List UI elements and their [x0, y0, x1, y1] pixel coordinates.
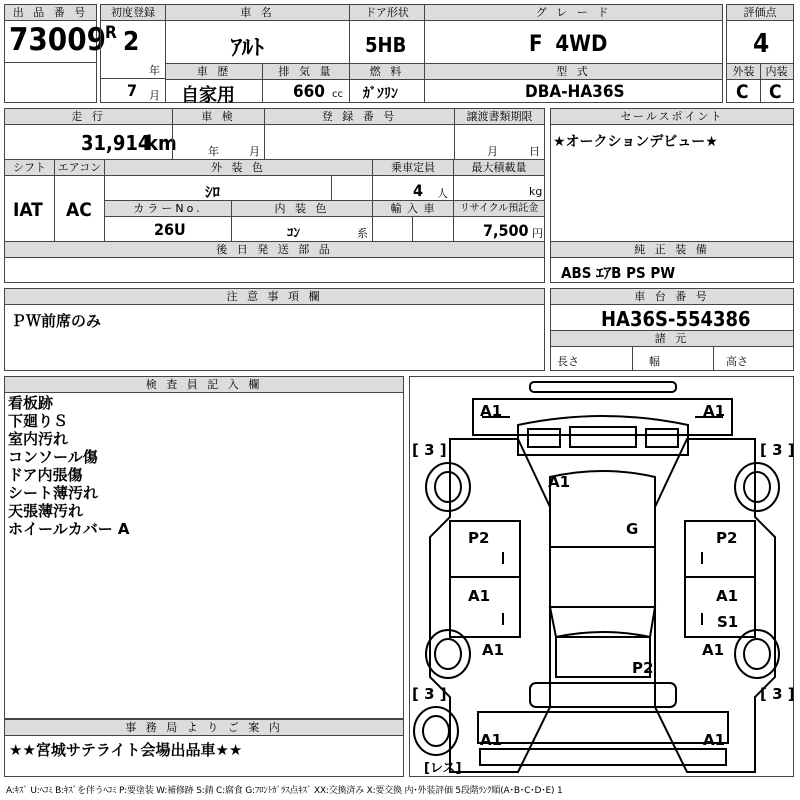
color-no-label: カラーNo.	[105, 201, 231, 217]
damage-roof: G	[626, 520, 639, 538]
damage-rear-hatch: P2	[632, 659, 654, 677]
lot-number-label: 出 品 番 号	[5, 5, 96, 21]
chassis-box	[550, 288, 794, 371]
car-name: ｱﾙﾄ	[231, 36, 265, 61]
first-reg-label: 初度登録	[101, 5, 165, 21]
damage-left-rear-door: A1	[468, 587, 491, 605]
chassis-label: 車 台 番 号	[551, 289, 793, 305]
score: 4	[753, 29, 770, 59]
reg-no-label: 登 録 番 号	[265, 109, 454, 125]
car-diagram-svg	[410, 377, 795, 778]
load-unit: kg	[529, 185, 543, 198]
reg-year-unit: 年	[149, 64, 160, 77]
later-parts-label: 後 日 発 送 部 品	[5, 242, 544, 258]
interior-grade: C	[769, 81, 782, 103]
equipment: ABS ｴｱB PS PW	[561, 264, 676, 282]
grade-label: グ レ ー ド	[425, 5, 722, 21]
car-diagram	[409, 376, 794, 777]
caution-label: 注 意 事 項 欄	[5, 289, 544, 305]
color-label: 外 装 色	[105, 160, 372, 176]
legend: A:ｷｽﾞ U:ﾍｺﾐ B:ｷｽﾞを伴うﾍｺﾐ P:要塗装 W:補修跡 S:錆 C:腐食 G:ﾌﾛﾝﾄｶﾞﾗｽ点ｷｽﾞ XX:交換済み X:要交換 内･外装評価 5段階ﾗﾝｸ順(A･B･C･D･E) 1	[6, 786, 563, 796]
score-box	[726, 4, 794, 103]
damage-front-right: A1	[703, 402, 726, 420]
recycle: 7,500	[483, 221, 529, 240]
color-no: 26U	[154, 220, 186, 239]
recycle-unit: 円	[532, 227, 543, 240]
tire-mark-rr: [ 3 ]	[760, 685, 795, 703]
era: R	[105, 23, 117, 43]
model-label: 型 式	[425, 64, 722, 80]
equipment-label: 純 正 装 備	[551, 242, 793, 258]
header-table	[100, 4, 723, 106]
int-color-label: 内 装 色	[232, 201, 372, 217]
inspector-line: ホイールカバー A	[8, 520, 130, 538]
damage-left-quarter: A1	[482, 641, 505, 659]
inspector-box	[4, 376, 404, 719]
interior-label: 内装	[760, 64, 793, 80]
damage-front-left: A1	[480, 402, 503, 420]
car-name-label: 車 名	[166, 5, 349, 21]
damage-right-quarter: A1	[702, 641, 725, 659]
mileage-label: 走 行	[5, 109, 172, 125]
inspection-year-unit: 年	[208, 145, 219, 158]
score-label: 評価点	[727, 5, 793, 21]
sales-point-label: セールスポイント	[551, 109, 793, 125]
damage-rear-right: A1	[703, 731, 726, 749]
vehicle-details	[4, 108, 545, 242]
recycle-label: リサイクル預託金	[454, 201, 544, 217]
damage-rear-left: A1	[480, 731, 503, 749]
int-color-unit: 系	[357, 227, 368, 240]
inspector-line: 下廻りＳ	[8, 412, 69, 430]
deadline-day: 日	[529, 145, 540, 158]
tire-mark-fr: [ 3 ]	[760, 441, 795, 459]
inspector-line: 天張薄汚れ	[8, 502, 84, 520]
exterior-grade: C	[736, 81, 749, 103]
later-parts-box	[4, 241, 545, 283]
damage-right-front-door: P2	[716, 529, 738, 547]
lot-number-box	[4, 4, 107, 103]
reg-month: 7	[127, 81, 138, 100]
inspector-line: ドア内張傷	[8, 466, 83, 484]
inspection-label: 車 検	[173, 109, 264, 125]
import-label: 輸 入 車	[373, 201, 453, 217]
tire-mark-fl: [ 3 ]	[412, 441, 447, 459]
spec-label: 諸 元	[551, 331, 793, 347]
capacity-unit: 人	[437, 187, 448, 200]
sales-point-box	[550, 108, 794, 242]
displacement-label: 排 気 量	[263, 64, 349, 80]
inspector-line: 看板跡	[8, 394, 54, 412]
office-label: 事 務 局 よ り ご 案 内	[5, 720, 403, 736]
door-label: ドア形状	[350, 5, 424, 21]
color: ｼﾛ	[205, 183, 221, 201]
reg-year: 2	[123, 27, 140, 57]
chassis-number: HA36S-554386	[601, 307, 751, 331]
fuel-label: 燃 料	[350, 64, 424, 80]
spec-width: 幅	[649, 355, 660, 368]
spec-length: 長さ	[557, 355, 579, 368]
equipment-box	[550, 241, 794, 283]
exterior-label: 外装	[727, 64, 760, 80]
displacement: 660	[293, 82, 325, 102]
door-type: 5HB	[365, 33, 407, 57]
sales-point: ★オークションデビュー★	[553, 134, 718, 150]
int-color: ｺﾝ	[287, 226, 300, 241]
inspector-label: 検 査 員 記 入 欄	[5, 377, 403, 393]
damage-right-rear-door: A1	[716, 587, 739, 605]
damage-left-front-door: P2	[468, 529, 490, 547]
shift: IAT	[13, 199, 43, 221]
inspection-month-unit: 月	[249, 145, 260, 158]
spec-height: 高さ	[726, 355, 748, 368]
ac-label: エアコン	[55, 160, 104, 176]
inspector-line: 室内汚れ	[8, 430, 69, 448]
lot-number: 73009	[9, 22, 107, 58]
displacement-unit: cc	[332, 89, 343, 100]
damage-right-rear-door-2: S1	[717, 613, 739, 631]
tire-mark-spare: [レス]	[424, 761, 462, 776]
inspector-line: コンソール傷	[8, 448, 98, 466]
tire-mark-rl: [ 3 ]	[412, 685, 447, 703]
grade: F 4WD	[529, 32, 608, 57]
mileage-unit: km	[146, 131, 177, 155]
ac: AC	[66, 199, 92, 221]
model: DBA-HA36S	[525, 82, 625, 102]
fuel: ｶﾞｿﾘﾝ	[363, 86, 398, 102]
inspector-line: シート薄汚れ	[8, 484, 99, 502]
reg-month-unit: 月	[149, 89, 160, 102]
load-label: 最大積載量	[454, 160, 544, 176]
deadline-label: 譲渡書類期限	[455, 109, 544, 125]
shift-label: シフト	[5, 160, 54, 176]
mileage: 31,914	[81, 131, 151, 155]
office-text: ★★宮城サテライト会場出品車★★	[9, 741, 243, 759]
capacity: 4	[413, 181, 424, 200]
damage-windshield: A1	[548, 473, 571, 491]
history: 自家用	[181, 85, 235, 106]
capacity-label: 乗車定員	[373, 160, 453, 176]
history-label: 車 歴	[166, 64, 262, 80]
caution-box	[4, 288, 545, 371]
caution-text: ＰＷ前席のみ	[11, 312, 102, 330]
office-box	[4, 719, 404, 777]
deadline-month: 月	[487, 145, 498, 158]
